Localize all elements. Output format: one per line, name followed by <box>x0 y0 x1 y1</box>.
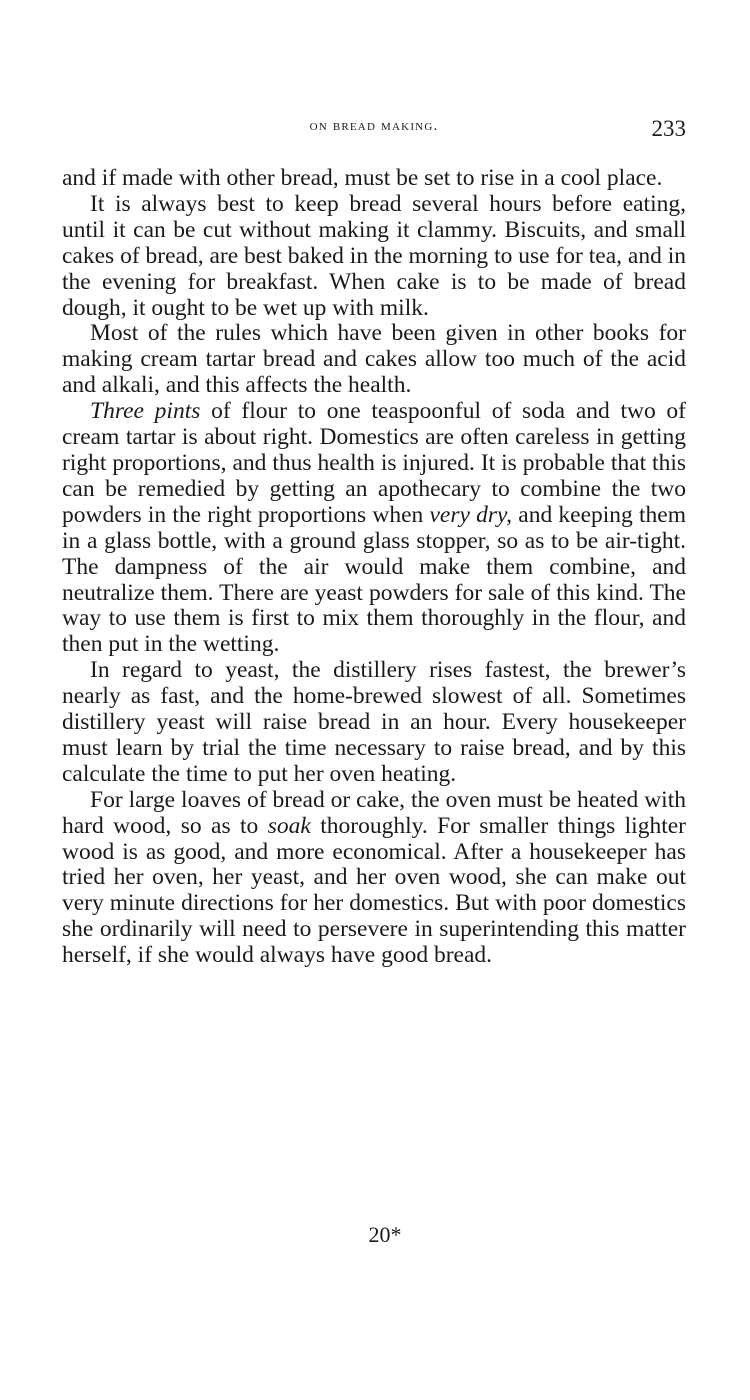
body-text <box>62 166 686 969</box>
paragraph-three-pints-text-2: and keeping them in a glass bottle, with a ground glass stopper, so as to be air-tight. The dampness of the air would make them combine, and neutralize them. There are yeast powders for sale of this kind. The way to use them is first to mix them thoroughly in the flour, and then put in the wetting. <box>62 501 686 658</box>
emphasis-very-dry: very dry, <box>429 501 513 528</box>
paragraph-three-pints <box>62 399 686 658</box>
emphasis-three-pints: Three pints <box>90 398 201 425</box>
paragraph-oven-text-2: thoroughly. For smaller things lighter wood is as good, and more economical. After a housekeeper has tried her oven, her yeast, and her oven wood, she can make out very minute directions for her domestics. But with poor domestics she ordinarily will need to persevere in superintending this matter herself, if she would always have good bread. <box>62 812 686 969</box>
paragraph-continuation: and if made with other bread, must be set to rise in a cool place. <box>62 165 663 191</box>
paragraph-three-pints-text-1: of flour to one teaspoonful of soda and two of cream tartar is about right. Domestics are often careless in getting right proportions, and thus health is injured. It is probable that this can be remedied by getting an apothecary to combine the two powders in the right proportions when <box>62 398 686 528</box>
paragraph-cream-tartar-rules: Most of the rules which have been given in other books for making cream tartar bread and cakes allow too much of the acid and alkali, and this affects the health. <box>62 320 686 399</box>
emphasis-soak: soak <box>267 812 311 839</box>
running-head <box>62 118 686 148</box>
paragraph-keeping-bread: It is always best to keep bread several hours before eating, until it can be cut without making it clammy. Biscuits, and small cakes of bread, are best baked in the morning to use for tea, and in the evening for breakfast. When cake is to be made of bread dough, it ought to be wet up with milk. <box>62 190 686 321</box>
paragraph-yeast: In regard to yeast, the distillery rises fastest, the brewer’s nearly as fast, and the home-brewed slowest of all. Sometimes distillery yeast will raise bread in an hour. Every housekeeper must learn by trial the time necessary to raise bread, and by this calculate the time to put her oven heating. <box>62 657 686 787</box>
paragraph-oven <box>62 788 686 969</box>
page-number: 233 <box>651 116 686 141</box>
paragraph-oven-text-1: For large loaves of bread or cake, the oven must be heated with hard wood, so as to <box>62 786 686 839</box>
running-title: on bread making. <box>309 118 439 134</box>
signature-mark: 20* <box>368 1222 402 1247</box>
